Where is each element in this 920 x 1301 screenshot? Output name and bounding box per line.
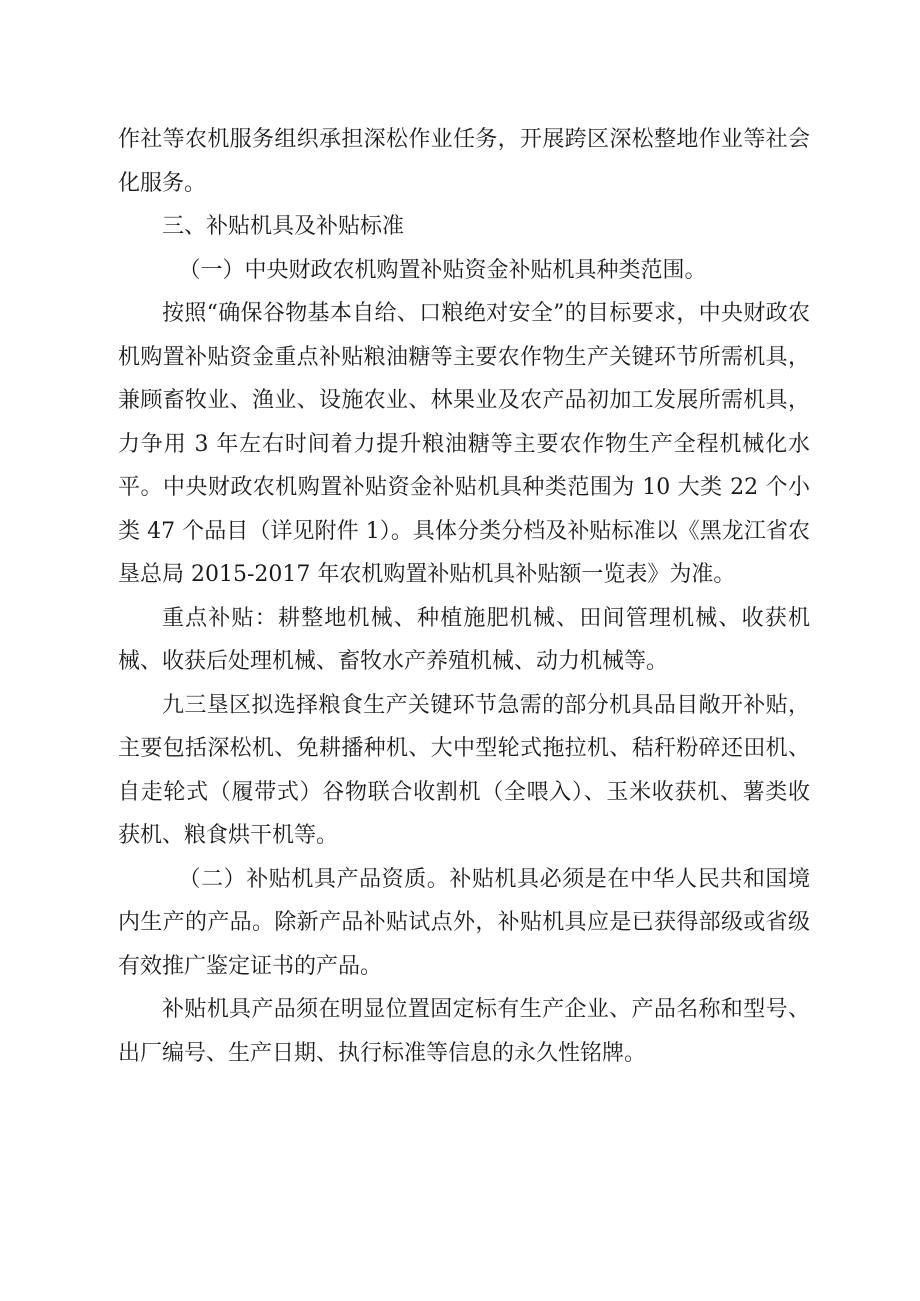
subsection-heading-1: （一）中央财政农机购置补贴资金补贴机具种类范围。 <box>178 257 707 283</box>
paragraph-key-subsidy: 重点补贴：耕整地机械、种植施肥机械、田间管理机械、收获机械、收获后处理机械、畜牧水产养殖机械、动力机械等。 <box>118 605 810 674</box>
paragraph-nameplate: 补贴机具产品须在明显位置固定标有生产企业、产品名称和型号、出厂编号、生产日期、执行标准等信息的永久性铭牌。 <box>118 997 810 1066</box>
document-body <box>118 118 810 1075</box>
paragraph-continuation: 作社等农机服务组织承担深松作业任务，开展跨区深松整地作业等社会化服务。 <box>118 127 810 196</box>
subsection-heading-2: （二）补贴机具产品资质。补贴机具必须是在中华人民共和国境内生产的产品。除新产品补贴试点外，补贴机具应是已获得部级或省级有效推广鉴定证书的产品。 <box>118 866 810 979</box>
paragraph-scope: 按照“确保谷物基本自给、口粮绝对安全”的目标要求，中央财政农机购置补贴资金重点补贴粮油糖等主要农作物生产关键环节所需机具，兼顾畜牧业、渔业、设施农业、林果业及农产品初加工发展所需机具，力争用 3 年左右时间着力提升粮油糖等主要农作物生产全程机械化水平。中央财政农机购置补贴资金补贴机具种类范围为 10 大类 22 个小类 47 个品目（详见附件 1）。具体分类分档及补贴标准以《黑龙江省农垦总局 2015-2017 年农机购置补贴机具补贴额一览表》为准。 <box>118 301 810 587</box>
paragraph-jiusan: 九三垦区拟选择粮食生产关键环节急需的部分机具品目敞开补贴，主要包括深松机、免耕播种机、大中型轮式拖拉机、秸秆粉碎还田机、自走轮式（履带式）谷物联合收割机（全喂入）、玉米收获机、薯类收获机、粮食烘干机等。 <box>118 692 810 848</box>
section-heading-3: 三、补贴机具及补贴标准 <box>162 214 405 239</box>
